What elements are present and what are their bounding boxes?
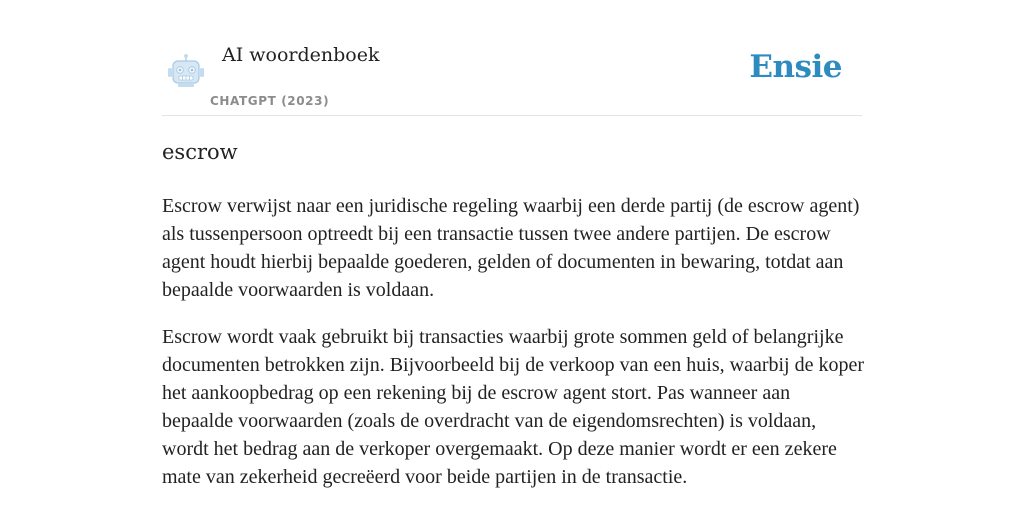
- brand-logo[interactable]: Ensie: [749, 49, 842, 85]
- source-title[interactable]: AI woordenboek: [222, 44, 380, 66]
- source-meta: CHATGPT (2023): [210, 94, 330, 108]
- definition-paragraph-1: Escrow verwijst naar een juridische regeling waarbij een derde partij (de escrow agent) als tussenpersoon optreedt bij een transactie tussen twee andere partijen. De escrow agent houdt hierbij bepaalde goederen, gelden of documenten in bewaring, totdat aan bepaalde voorwaarden is voldaan.: [162, 195, 860, 301]
- definition-paragraph-2: Escrow wordt vaak gebruikt bij transacties waarbij grote sommen geld of belangrijke documenten betrokken zijn. Bijvoorbeeld bij de verkoop van een huis, waarbij de koper het aankoopbedrag op een rekening bij de escrow agent stort. Pas wanneer aan bepaalde voorwaarden (zoals de overdracht van de eigendomsrechten) is voldaan, wordt het bedrag aan de verkoper overgemaakt. Op deze manier wordt er een zekere mate van zekerheid gecreëerd voor beide partijen in de transactie.: [162, 326, 865, 488]
- source-header: [162, 40, 862, 116]
- robot-icon: [166, 53, 206, 89]
- entry-term: escrow: [162, 140, 238, 164]
- entry-definition: [162, 192, 866, 510]
